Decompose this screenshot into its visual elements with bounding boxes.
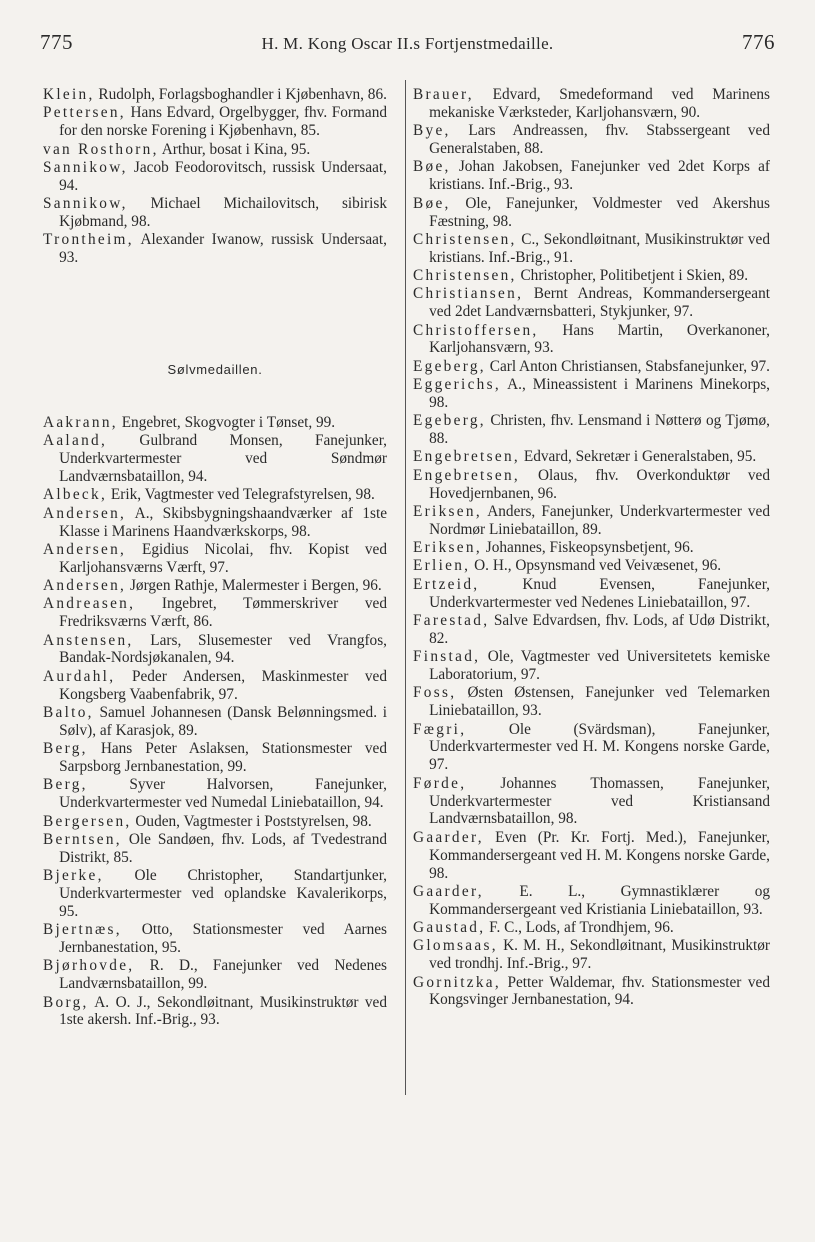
entry bbox=[413, 503, 770, 539]
entry-name: Balto, bbox=[43, 703, 94, 721]
entry-text: Hans Edvard, Orgelbygger, fhv. Formand for den norske Forening i Kjøbenhavn, 85. bbox=[59, 104, 387, 140]
entry-name: Farestad, bbox=[413, 611, 490, 629]
entry-text: A., Mineassistent i Marinens Minekorps, 98. bbox=[429, 376, 770, 411]
entry-name: Borg, bbox=[43, 993, 89, 1011]
entry bbox=[43, 668, 387, 704]
entry-name: Eriksen, bbox=[413, 539, 482, 557]
entry-name: Foss, bbox=[413, 684, 457, 702]
entry bbox=[413, 648, 770, 684]
entry-text: Ole, Fanejunker, Voldmester ved Akershus Fæstning, 98. bbox=[429, 194, 770, 230]
entry bbox=[43, 831, 387, 867]
entry-text: Otto, Stationsmester ved Aarnes Jernbanestation, 95. bbox=[59, 921, 387, 957]
entry bbox=[413, 883, 770, 919]
entry-name: Erlien, bbox=[413, 557, 471, 575]
entry bbox=[43, 632, 387, 668]
entry-name: Klein, bbox=[43, 86, 95, 103]
entry-text: Bernt Andreas, Kommandersergeant ved 2det Landværnsbatteri, Stykjunker, 97. bbox=[429, 285, 770, 321]
entry bbox=[413, 721, 770, 775]
entry-text: Carl Anton Christiansen, Stabsfanejunker, 97. bbox=[485, 357, 770, 375]
entry bbox=[413, 122, 770, 158]
page-number-right: 776 bbox=[742, 30, 775, 54]
entry bbox=[43, 414, 387, 432]
entry-name: Engebretsen, bbox=[413, 466, 521, 484]
entry-text: Johannes, Fiskeopsynsbetjent, 96. bbox=[481, 539, 694, 557]
entry bbox=[43, 86, 387, 104]
entry-text: Egidius Nicolai, fhv. Kopist ved Karljohansværns Værft, 97. bbox=[59, 540, 387, 576]
entry bbox=[413, 684, 770, 720]
entry bbox=[43, 104, 387, 140]
entry-name: Eggerichs, bbox=[413, 376, 501, 394]
entry-text: Ole (Svärdsman), Fanejunker, Underkvartermester ved H. M. Kongens norske Garde, 97. bbox=[429, 720, 770, 774]
entry-text: Christen, fhv. Lensmand i Nøtterø og Tjømø, 88. bbox=[429, 412, 770, 448]
entry bbox=[413, 467, 770, 503]
entry-name: Bjertnæs, bbox=[43, 921, 122, 939]
entry-text: Christopher, Politibetjent i Skien, 89. bbox=[516, 267, 749, 285]
entry bbox=[413, 919, 770, 937]
left-column bbox=[43, 86, 387, 1030]
entry-name: Pettersen, bbox=[43, 104, 126, 122]
entry-text: Edvard, Smedeformand ved Marinens mekaniske Værksteder, Karljohansværn, 90. bbox=[429, 86, 770, 121]
entry-name: Ertzeid, bbox=[413, 575, 480, 593]
entries-after-heading bbox=[43, 414, 387, 1029]
entry-name: Andreasen, bbox=[43, 595, 136, 613]
entry bbox=[43, 577, 387, 595]
entry-text: Engebret, Skogvogter i Tønset, 99. bbox=[117, 413, 336, 431]
entry bbox=[43, 141, 387, 159]
entry-text: Michael Michailovitsch, sibirisk Kjøbmand, 98. bbox=[59, 195, 387, 230]
entry-name: Finstad, bbox=[413, 648, 481, 666]
entry bbox=[413, 412, 770, 448]
entry bbox=[413, 158, 770, 194]
entry-text: Petter Waldemar, fhv. Stationsmester ved Kongsvinger Jernbanestation, 94. bbox=[429, 973, 770, 1009]
entry bbox=[43, 957, 387, 993]
entry-name: Engebretsen, bbox=[413, 448, 521, 466]
entry bbox=[43, 195, 387, 231]
entry-name: Egeberg, bbox=[413, 357, 486, 375]
page-title: H. M. Kong Oscar II.s Fortjenstmedaille. bbox=[261, 34, 554, 53]
entry-text: Ouden, Vagtmester i Poststyrelsen, 98. bbox=[131, 812, 372, 830]
entry bbox=[43, 776, 387, 812]
right-column bbox=[413, 86, 770, 1010]
entry-text: F. C., Lods, af Trondhjem, 96. bbox=[485, 919, 674, 937]
entry bbox=[413, 775, 770, 829]
entry-text: Hans Martin, Overkanoner, Karljohansværn, 93. bbox=[429, 321, 770, 357]
entry bbox=[413, 612, 770, 648]
entry-text: R. D., Fanejunker ved Nedenes Landværnsbataillon, 99. bbox=[59, 957, 387, 993]
entry-text: Knud Evensen, Fanejunker, Underkvartermester ved Nedenes Liniebataillon, 97. bbox=[429, 575, 770, 611]
entry-text: Even (Pr. Kr. Fortj. Med.), Fanejunker, Kommandersergeant ved H. M. Kongens norske Garde, 98. bbox=[429, 828, 770, 882]
entry-text: C., Sekondløitnant, Musikinstruktør ved kristians. Inf.-Brig., 91. bbox=[429, 230, 770, 266]
entry bbox=[43, 921, 387, 957]
entry bbox=[43, 541, 387, 577]
entry-name: Berg, bbox=[43, 776, 88, 794]
entry bbox=[413, 557, 770, 575]
entry-name: Gaustad, bbox=[413, 919, 486, 937]
entry bbox=[43, 159, 387, 195]
entry-name: Christoffersen, bbox=[413, 321, 539, 339]
entry bbox=[413, 937, 770, 973]
entry-text: A., Skibsbygningshaandværker af 1ste Klasse i Marinens Haandværkskorps, 98. bbox=[59, 504, 387, 540]
entry-name: van Rosthorn, bbox=[43, 140, 159, 158]
entry-text: Ingebret, Tømmerskriver ved Fredriksværns Værft, 86. bbox=[59, 595, 387, 631]
entry-text: Olaus, fhv. Overkonduktør ved Hovedjernbanen, 96. bbox=[429, 466, 770, 502]
entry-name: Berntsen, bbox=[43, 830, 122, 848]
entry bbox=[413, 285, 770, 321]
entry bbox=[43, 994, 387, 1030]
entry-text: Arthur, bosat i Kina, 95. bbox=[158, 140, 311, 158]
entry-name: Gaarder, bbox=[413, 828, 484, 846]
entry bbox=[413, 322, 770, 358]
entry-text: A. O. J., Sekondløitnant, Musikinstruktør ved 1ste akersh. Inf.-Brig., 93. bbox=[59, 993, 387, 1029]
entry bbox=[413, 539, 770, 557]
entry-name: Bjerke, bbox=[43, 867, 104, 885]
entry-name: Bøe, bbox=[413, 194, 451, 212]
entry bbox=[43, 432, 387, 486]
entry-text: Johannes Thomassen, Fanejunker, Underkvartermester ved Kristiansand Landværnsbataillon, 98. bbox=[429, 774, 770, 828]
entry-name: Christensen, bbox=[413, 230, 517, 248]
entry-text: Østen Østensen, Fanejunker ved Telemarken Liniebataillon, 93. bbox=[429, 684, 770, 720]
entry-name: Aakrann, bbox=[43, 413, 118, 431]
entry-text: E. L., Gymnastiklærer og Kommandersergeant ved Kristiania Liniebataillon, 93. bbox=[429, 882, 770, 918]
entry bbox=[43, 595, 387, 631]
entry-name: Andersen, bbox=[43, 504, 127, 522]
right-entries bbox=[413, 86, 770, 1009]
entry-text: Erik, Vagtmester ved Telegrafstyrelsen, 98. bbox=[107, 486, 375, 504]
column-divider bbox=[405, 80, 406, 1095]
entry bbox=[43, 867, 387, 921]
entry bbox=[413, 576, 770, 612]
entry bbox=[413, 448, 770, 466]
entry-name: Anstensen, bbox=[43, 631, 134, 649]
entry-name: Fægri, bbox=[413, 720, 467, 738]
entry-name: Andersen, bbox=[43, 577, 127, 595]
entry-name: Egeberg, bbox=[413, 412, 486, 430]
entry-name: Andersen, bbox=[43, 540, 127, 558]
entry bbox=[43, 231, 387, 267]
entry-text: O. H., Opsynsmand ved Veivæsenet, 96. bbox=[470, 557, 722, 575]
entry bbox=[43, 740, 387, 776]
entry bbox=[413, 974, 770, 1010]
section-heading: Sølvmedaillen. bbox=[167, 362, 263, 378]
entry-name: Trontheim, bbox=[43, 231, 134, 249]
entry-name: Bye, bbox=[413, 122, 451, 140]
entry bbox=[413, 86, 770, 122]
entry bbox=[413, 195, 770, 231]
entry-name: Aaland, bbox=[43, 432, 108, 450]
entry-name: Albeck, bbox=[43, 486, 108, 504]
entry-name: Eriksen, bbox=[413, 502, 482, 520]
entry-name: Gornitzka, bbox=[413, 973, 501, 991]
entry-text: Samuel Johannesen (Dansk Belønningsmed. i Sølv), af Karasjok, 89. bbox=[59, 703, 387, 739]
entry-name: Bøe, bbox=[413, 158, 451, 176]
entry-name: Bjørhovde, bbox=[43, 957, 135, 975]
entry-text: Hans Peter Aslaksen, Stationsmester ved Sarpsborg Jernbanestation, 99. bbox=[59, 740, 387, 776]
entry-name: Bergersen, bbox=[43, 812, 132, 830]
entry bbox=[43, 505, 387, 541]
entry-text: K. M. H., Sekondløitnant, Musikinstruktør ved trondhj. Inf.-Brig., 97. bbox=[429, 937, 770, 973]
entry-text: Peder Andersen, Maskinmester ved Kongsberg Vaabenfabrik, 97. bbox=[59, 667, 387, 703]
entries-before-heading bbox=[43, 86, 387, 267]
entry-text: Ole, Vagtmester ved Universitetets kemiske Laboratorium, 97. bbox=[429, 648, 770, 684]
entry-name: Brauer, bbox=[413, 86, 474, 103]
entry-text: Ole Christopher, Standartjunker, Underkvartermester ved oplandske Kavalerikorps, 95. bbox=[59, 867, 387, 920]
entry-name: Sannikow, bbox=[43, 195, 128, 212]
entry-text: Alexander Iwanow, russisk Undersaat, 93. bbox=[59, 231, 387, 267]
entry-text: Anders, Fanejunker, Underkvartermester ved Nordmør Liniebataillon, 89. bbox=[429, 502, 770, 538]
entry-name: Glomsaas, bbox=[413, 937, 498, 955]
entry-text: Syver Halvorsen, Fanejunker, Underkvartermester ved Numedal Liniebataillon, 94. bbox=[59, 776, 387, 812]
page-header bbox=[40, 30, 775, 66]
entry-text: Jørgen Rathje, Malermester i Bergen, 96. bbox=[126, 577, 382, 595]
entry-name: Berg, bbox=[43, 740, 88, 758]
entry-name: Aurdahl, bbox=[43, 667, 116, 685]
entry bbox=[413, 829, 770, 883]
entry-name: Førde, bbox=[413, 774, 467, 792]
entry-text: Ole Sandøen, fhv. Lods, af Tvedestrand Distrikt, 85. bbox=[59, 830, 387, 866]
entry-text: Lars Andreassen, fhv. Stabssergeant ved Generalstaben, 88. bbox=[429, 122, 770, 158]
entry-text: Lars, Slusemester ved Vrangfos, Bandak-Nordsjøkanalen, 94. bbox=[59, 631, 387, 667]
entry-text: Jacob Feodorovitsch, russisk Undersaat, 94. bbox=[59, 158, 387, 194]
entry-name: Christiansen, bbox=[413, 285, 524, 303]
entry bbox=[43, 486, 387, 504]
entry bbox=[413, 358, 770, 376]
entry-name: Gaarder, bbox=[413, 882, 484, 900]
entry bbox=[413, 231, 770, 267]
entry bbox=[43, 704, 387, 740]
entry-text: Salve Edvardsen, fhv. Lods, af Udø Distrikt, 82. bbox=[429, 611, 770, 647]
entry-name: Christensen, bbox=[413, 267, 517, 285]
entry-name: Sannikow, bbox=[43, 158, 128, 176]
entry-text: Rudolph, Forlagsboghandler i Kjøbenhavn, 86. bbox=[94, 86, 387, 103]
entry bbox=[413, 376, 770, 412]
entry bbox=[413, 267, 770, 285]
entry-text: Edvard, Sekretær i Generalstaben, 95. bbox=[520, 448, 757, 466]
page-number-left: 775 bbox=[40, 30, 73, 54]
entry-text: Johan Jakobsen, Fanejunker ved 2det Korps af kristians. Inf.-Brig., 93. bbox=[429, 158, 770, 194]
entry-text: Gulbrand Monsen, Fanejunker, Underkvartermester ved Søndmør Landværnsbataillon, 94. bbox=[59, 432, 387, 486]
entry bbox=[43, 813, 387, 831]
